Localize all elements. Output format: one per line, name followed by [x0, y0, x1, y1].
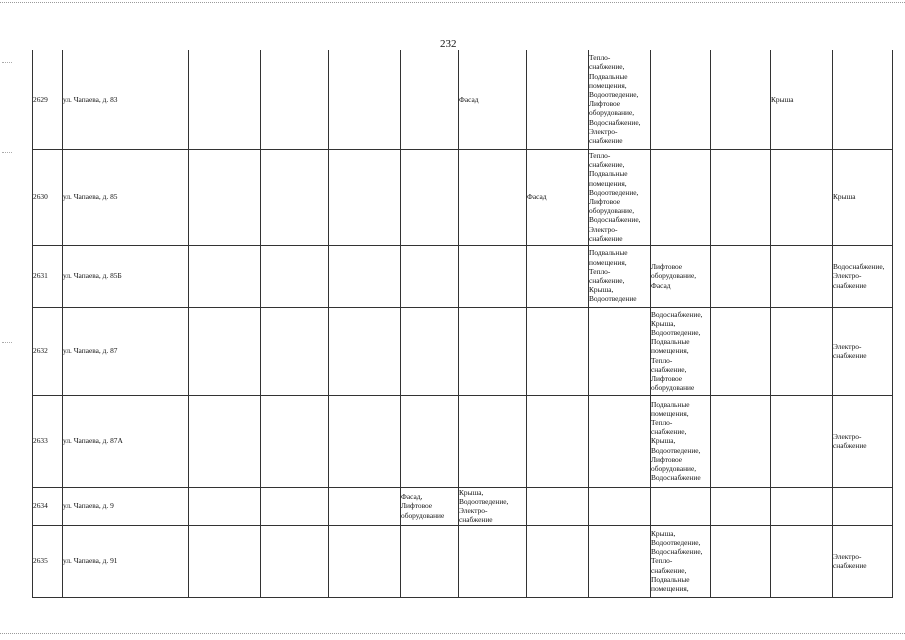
work-cell: Электро- снабжение [833, 395, 893, 487]
work-cell: Крыша [833, 149, 893, 245]
work-cell [589, 307, 651, 395]
work-cell: Фасад [459, 50, 527, 149]
work-cell [401, 245, 459, 307]
work-cell [711, 245, 771, 307]
work-cell [711, 395, 771, 487]
table-row [33, 149, 893, 245]
row-number: 2631 [33, 245, 63, 307]
work-cell [189, 245, 261, 307]
work-cell: Тепло- снабжение, Подвальные помещения, Водоотведение, Лифтовое оборудование, Водоснабжение, Электро- снабжение [589, 149, 651, 245]
work-cell: Фасад, Лифтовое оборудование [401, 487, 459, 525]
work-cell [189, 395, 261, 487]
work-cell [771, 487, 833, 525]
work-cell [651, 50, 711, 149]
row-address: ул. Чапаева, д. 85 [63, 149, 189, 245]
row-number: 2630 [33, 149, 63, 245]
table-row [33, 395, 893, 487]
page-number: 232 [440, 38, 457, 50]
table-row [33, 307, 893, 395]
work-cell [329, 245, 401, 307]
work-cell [189, 487, 261, 525]
work-cell [711, 50, 771, 149]
margin-mark [2, 62, 12, 63]
work-cell [401, 307, 459, 395]
page-top-edge [0, 2, 905, 3]
work-cell [527, 307, 589, 395]
work-cell [261, 50, 329, 149]
work-cell [329, 307, 401, 395]
work-cell [527, 395, 589, 487]
row-address: ул. Чапаева, д. 87 [63, 307, 189, 395]
work-cell [527, 525, 589, 597]
work-cell [833, 487, 893, 525]
work-cell [329, 149, 401, 245]
work-cell: Крыша, Водоотведение, Водоснабжение, Тепло- снабжение, Подвальные помещения, [651, 525, 711, 597]
work-cell [771, 395, 833, 487]
work-cell: Подвальные помещения, Тепло- снабжение, Крыша, Водоотведение [589, 245, 651, 307]
work-cell [771, 149, 833, 245]
work-cell: Электро- снабжение [833, 307, 893, 395]
work-cell [589, 395, 651, 487]
work-cell [401, 395, 459, 487]
work-cell: Водоснабжение, Электро- снабжение [833, 245, 893, 307]
work-cell [651, 487, 711, 525]
work-cell: Подвальные помещения, Тепло- снабжение, Крыша, Водоотведение, Лифтовое оборудование, Водоснабжение [651, 395, 711, 487]
row-number: 2635 [33, 525, 63, 597]
work-cell [401, 50, 459, 149]
row-address: ул. Чапаева, д. 87А [63, 395, 189, 487]
work-cell [329, 487, 401, 525]
margin-mark [2, 152, 12, 153]
work-cell: Тепло- снабжение, Подвальные помещения, Водоотведение, Лифтовое оборудование, Водоснабжение, Электро- снабжение [589, 50, 651, 149]
work-cell [189, 307, 261, 395]
table-row [33, 50, 893, 149]
work-cell [329, 50, 401, 149]
table-row [33, 487, 893, 525]
work-cell [527, 50, 589, 149]
work-cell: Электро- снабжение [833, 525, 893, 597]
page-bottom-edge [0, 633, 905, 634]
work-cell [527, 245, 589, 307]
work-cell [771, 245, 833, 307]
row-address: ул. Чапаева, д. 91 [63, 525, 189, 597]
work-cell [771, 525, 833, 597]
row-number: 2633 [33, 395, 63, 487]
work-cell [261, 307, 329, 395]
table-row [33, 245, 893, 307]
work-cell: Крыша [771, 50, 833, 149]
work-cell [459, 395, 527, 487]
work-cell: Крыша, Водоотведение, Электро- снабжение [459, 487, 527, 525]
margin-mark [2, 342, 12, 343]
row-number: 2634 [33, 487, 63, 525]
row-number: 2629 [33, 50, 63, 149]
work-cell [589, 525, 651, 597]
work-cell [329, 525, 401, 597]
work-cell [261, 149, 329, 245]
work-cell [833, 50, 893, 149]
row-address: ул. Чапаева, д. 85Б [63, 245, 189, 307]
work-cell [401, 149, 459, 245]
work-cell [711, 487, 771, 525]
work-cell [711, 525, 771, 597]
work-cell: Лифтовое оборудование, Фасад [651, 245, 711, 307]
work-cell [189, 525, 261, 597]
work-cell [189, 149, 261, 245]
row-address: ул. Чапаева, д. 9 [63, 487, 189, 525]
work-cell: Фасад [527, 149, 589, 245]
work-cell: Водоснабжение, Крыша, Водоотведение, Подвальные помещения, Тепло- снабжение, Лифтовое оборудование [651, 307, 711, 395]
work-cell [589, 487, 651, 525]
table-row [33, 525, 893, 597]
work-cell [459, 149, 527, 245]
row-address: ул. Чапаева, д. 83 [63, 50, 189, 149]
work-cell [459, 307, 527, 395]
work-cell [261, 487, 329, 525]
work-cell [459, 245, 527, 307]
work-cell [527, 487, 589, 525]
work-cell [711, 307, 771, 395]
work-cell [261, 525, 329, 597]
row-number: 2632 [33, 307, 63, 395]
work-cell [261, 245, 329, 307]
work-cell [711, 149, 771, 245]
work-cell [329, 395, 401, 487]
work-cell [771, 307, 833, 395]
work-cell [459, 525, 527, 597]
work-cell [651, 149, 711, 245]
housing-repair-table [32, 50, 893, 598]
work-cell [189, 50, 261, 149]
work-cell [261, 395, 329, 487]
work-cell [401, 525, 459, 597]
